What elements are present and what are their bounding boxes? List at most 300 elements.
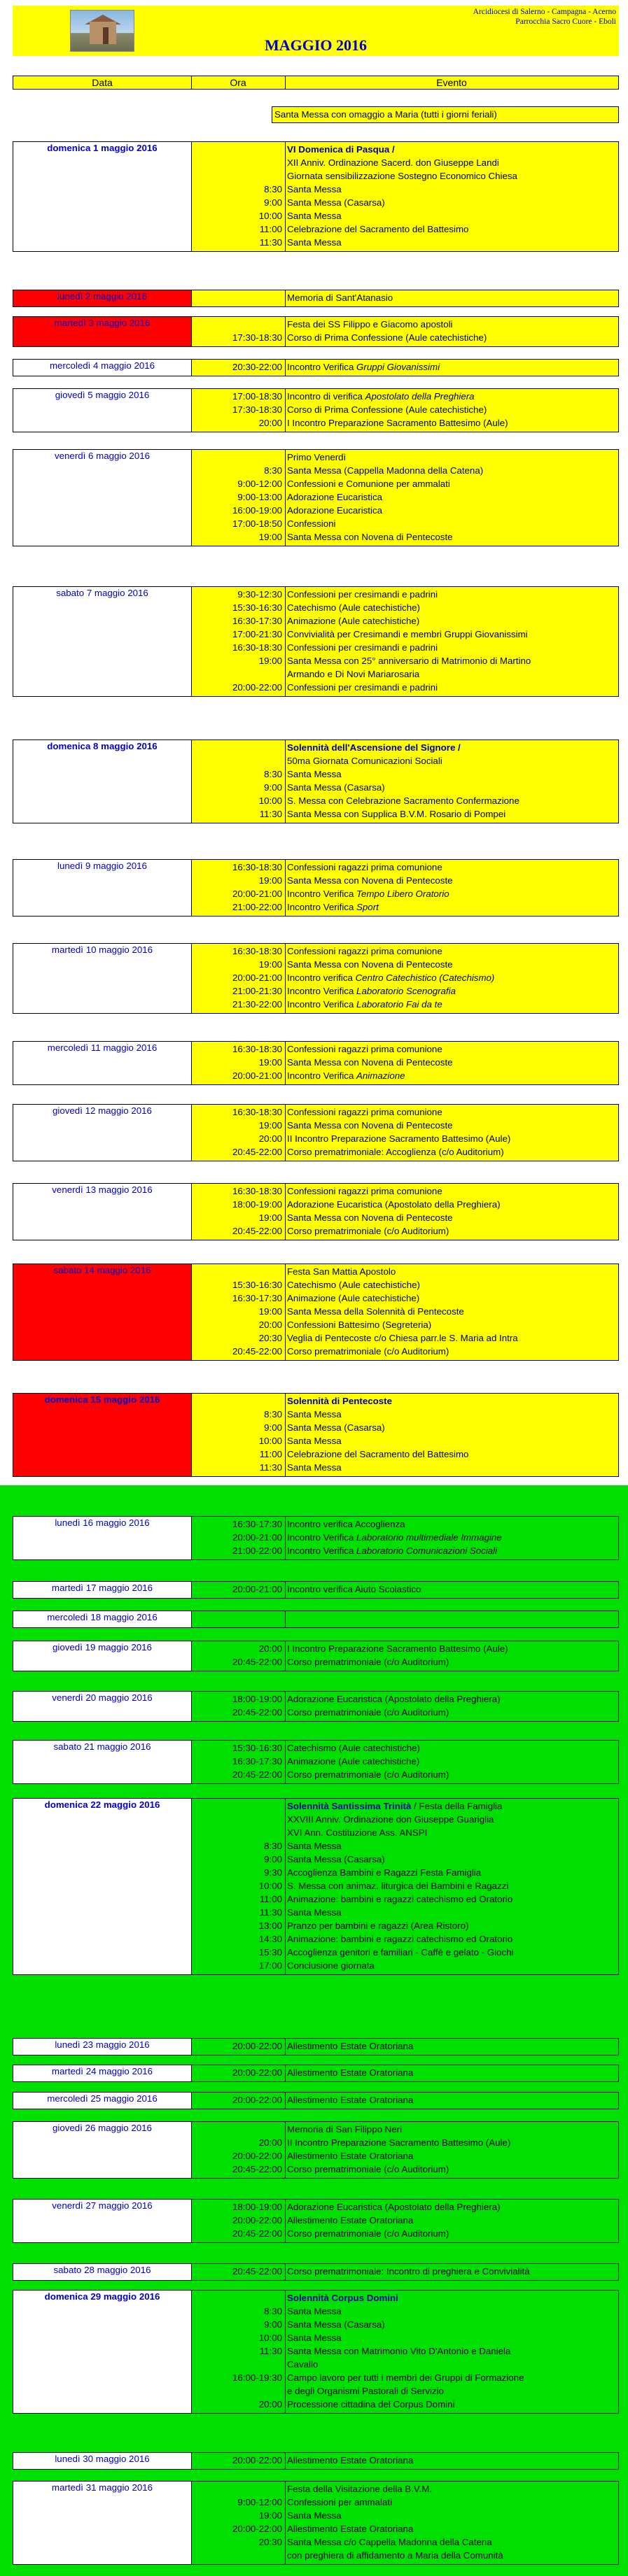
event-text: Solennità dell'Ascensione del Signore / [287,742,461,753]
event-text: Confessioni ragazzi prima comunione [287,946,442,956]
event-text: Campo lavoro per tutti i membri dei Gruppi di Formazione [287,2372,524,2383]
diocese-name: Arcidiocesi di Salerno - Campagna - Acerno [473,8,616,16]
event-text: Incontro Verifica Laboratorio Comunicazioni Sociali [287,1545,498,1556]
event-line [13,1185,618,1198]
event-text: Santa Messa [287,237,342,248]
event-time: 20:45-22:00 [232,1147,282,1157]
event-time: 16:30-18:30 [232,862,282,872]
event-text: Solennità Santissima Trinità / Festa della Famiglia [287,1801,503,1811]
event-line [13,795,618,808]
event-time: 10:00 [258,211,282,221]
day-date: domenica 1 maggio 2016 [47,143,158,153]
day-date: martedì 17 maggio 2016 [13,1582,191,1598]
event-time: 15:30-16:30 [232,1280,282,1290]
event-text: Adorazione Eucaristica [287,492,382,502]
day-row [13,2290,619,2414]
event-line [13,531,618,544]
event-time: 20:00-22:00 [232,2041,282,2051]
event-text: Animazione (Aule catechistiche) [287,616,420,626]
day-date: martedì 3 maggio 2016 [13,317,191,346]
event-line [13,1146,618,1159]
event-time: 9:00 [264,197,282,208]
event-line [13,1906,618,1920]
event-text: Adorazione Eucaristica [287,505,382,516]
event-time: 20:00-21:00 [232,889,282,899]
event-line [13,1531,618,1545]
event-line [13,1133,618,1146]
event-time: 20:00 [258,418,282,428]
event-text: Santa Messa con Supplica B.V.M. Rosario di Pompei [287,809,506,819]
event-text: Corso prematrimoniale (c/o Auditorium) [287,1657,449,1667]
event-text: Santa Messa (Casarsa) [287,1854,385,1864]
day-row [13,359,619,376]
event-time: 16:30-17:30 [232,1293,282,1303]
event-line [13,861,618,875]
event-text: Santa Messa (Casarsa) [287,2319,385,2330]
event-line [13,404,618,417]
event-text: Incontro Verifica Laboratorio Scenografia [287,986,456,996]
event-text: Allestimento Estate Oratoriana [287,2067,414,2078]
day-row [13,2199,619,2243]
event-time: 16:30-17:30 [232,1756,282,1767]
event-text: S. Messa con animaz. liturgica dei Bambini e Ragazzi [287,1881,509,1891]
day-date: giovedì 5 maggio 2016 [55,390,150,400]
column-header-date: Data [92,77,113,88]
event-line [13,755,618,768]
event-text: Corso prematrimoniale (c/o Auditorium) [287,2228,449,2239]
event-line [13,1867,618,1880]
day-date: sabato 7 maggio 2016 [56,588,148,598]
event-line [13,1305,618,1319]
day-date: domenica 15 maggio 2016 [13,1394,191,1476]
event-text: Santa Messa [287,769,342,779]
day-row [13,290,619,307]
event-time: 17:30-18:30 [232,404,282,415]
event-line [13,183,618,197]
event-line [13,1933,618,1946]
day-row [13,141,619,252]
day-row [13,2038,619,2055]
event-time: 11:30 [259,1462,282,1473]
event-time: 19:00 [258,1306,282,1317]
event-text: I Incontro Preparazione Sacramento Battesimo (Aule) [287,418,508,428]
day-row [13,2481,619,2565]
event-text: Incontro Verifica Gruppi Giovanissimi [287,362,440,372]
event-time: 15:30 [258,1947,282,1958]
event-time: 9:00-12:00 [237,2497,282,2507]
event-time: 11:00 [259,1449,282,1459]
day-date: lunedì 23 maggio 2016 [13,2039,191,2055]
event-text: Santa Messa [287,1409,342,1420]
event-line [13,361,618,374]
event-text: Cavallo [287,2359,319,2370]
event-time: 16:30-18:30 [232,946,282,956]
event-text: Accoglienza genitori e familiari - Caffè e gelato - Giochi [287,1947,514,1958]
event-text: Catechismo (Aule catechistiche) [287,1280,420,1290]
event-time: 20:00-22:00 [232,2455,282,2465]
day-row [13,316,619,347]
event-text: Animazione: bambini e ragazzi catechismo ed Oratorio [287,1894,513,1904]
event-line [13,2385,618,2398]
event-time: 8:30 [264,184,282,194]
day-date: mercoledì 4 maggio 2016 [49,360,155,371]
day-row [13,1264,619,1361]
day-date: domenica 22 maggio 2016 [13,1799,191,1974]
event-line [13,2345,618,2358]
event-time: 16:00-19:30 [232,2372,282,2383]
event-text: con preghiera di affidamento a Maria della Comunità [287,2550,503,2561]
day-date: sabato 14 maggio 2016 [13,1264,191,1360]
event-text: Confessioni per cresimandi e padrini [287,589,438,600]
event-text: Allestimento Estate Oratoriana [287,2215,414,2225]
day-date: martedì 10 maggio 2016 [51,944,153,955]
event-line [13,1408,618,1422]
event-text: Santa Messa della Solennità di Pentecoste [287,1306,464,1317]
event-text: Santa Messa (Casarsa) [287,197,385,208]
event-line [13,478,618,491]
day-row [13,1104,619,1161]
event-line [13,2163,618,2177]
event-text: Corso prematrimoniale: Accoglienza (c/o Auditorium) [287,1147,504,1157]
event-time: 8:30 [264,1409,282,1420]
event-text: Adorazione Eucaristica (Apostolato della Preghiera) [287,2202,501,2212]
event-time: 20:00-21:00 [232,1070,282,1081]
event-line [13,2454,618,2468]
event-line [13,2265,618,2279]
event-text: Confessioni e Comunione per ammalati [287,479,450,489]
day-row [13,1740,619,1784]
event-time: 8:30 [264,1841,282,1851]
event-line [13,210,618,223]
event-time: 20:00-21:00 [232,1584,282,1594]
event-line [13,1435,618,1448]
event-line [13,2201,618,2214]
event-line [13,1292,618,1305]
event-line [13,901,618,914]
event-line [13,2292,618,2305]
event-time: 19:00 [258,959,282,970]
event-text: Animazione: bambini e ragazzi catechismo ed Oratorio [287,1934,513,1944]
header [13,6,619,56]
event-line [13,1198,618,1212]
event-line [13,1920,618,1933]
event-line [13,602,618,615]
event-line [13,808,618,821]
event-line [13,888,618,901]
event-time: 17:00-21:30 [232,629,282,639]
day-row [13,1641,619,1671]
event-time: 20:00-22:00 [232,2067,282,2078]
event-text: Allestimento Estate Oratoriana [287,2095,414,2105]
event-time: 20:00 [258,2137,282,2148]
event-time: 21:00-22:00 [232,1545,282,1556]
day-date: lunedì 2 maggio 2016 [13,290,191,306]
day-date: lunedì 9 maggio 2016 [57,861,147,871]
event-text: VI Domenica di Pasqua / [287,144,395,155]
event-text: Corso di Prima Confessione (Aule catechistiche) [287,332,487,343]
event-text: XXVIII Anniv. Ordinazione don Giuseppe Guariglia [287,1814,494,1825]
event-line [13,1518,618,1531]
event-time: 16:00-19:00 [232,505,282,516]
event-line [13,1043,618,1056]
event-time: 9:00 [264,1854,282,1864]
event-text: Convivialità per Cresimandi e membri Gruppi Giovanissimi [287,629,528,639]
event-text: Catechismo (Aule catechistiche) [287,602,420,613]
event-line [13,2067,618,2080]
event-text: Memoria di Sant'Atanasio [287,292,393,303]
event-line [13,1332,618,1345]
event-line [13,1755,618,1769]
event-time: 9:00-12:00 [237,479,282,489]
event-time: 19:00 [258,875,282,886]
event-text: Adorazione Eucaristica (Apostolato della Preghiera) [287,1694,501,1704]
event-line [13,292,618,305]
event-text: Corso prematrimoniale (c/o Auditorium) [287,1769,449,1780]
event-time: 20:00 [258,2399,282,2409]
event-text: Santa Messa [287,2306,342,2316]
event-time: 20:00-22:00 [232,2095,282,2105]
event-text: Allestimento Estate Oratoriana [287,2455,414,2465]
event-text: II Incontro Preparazione Sacramento Battesimo (Aule) [287,1133,511,1144]
event-line [13,2150,618,2163]
event-text: Incontro verifica Aiuto Scolastico [287,1584,421,1594]
event-line [13,1769,618,1782]
event-text: Corso prematrimoniale: Incontro di preghiera e Convivialità [287,2266,530,2277]
event-line [13,1225,618,1238]
event-line [13,2398,618,2412]
event-time: 20:45-22:00 [232,1769,282,1780]
event-time: 20:45-22:00 [232,2164,282,2174]
event-line [13,2358,618,2372]
day-row [13,1798,619,1975]
event-line [13,1319,618,1332]
day-row [13,1581,619,1599]
event-text: Santa Messa [287,1436,342,1446]
event-text: Celebrazione del Sacramento del Battesimo [287,1449,469,1459]
event-line [13,2332,618,2345]
event-line [13,642,618,655]
event-text: XVI Ann. Costituzione Ass. ANSPI [287,1827,428,1838]
event-time: 20:45-22:00 [232,2228,282,2239]
event-line [13,1853,618,1867]
day-date: giovedì 19 maggio 2016 [13,1641,191,1671]
event-line [13,143,618,157]
event-line [13,2094,618,2107]
event-line [13,2214,618,2228]
event-text: Santa Messa (Casarsa) [287,1422,385,1433]
event-text: Santa Messa [287,2510,342,2521]
event-text: XII Anniv. Ordinazione Sacerd. don Giuseppe Landi [287,157,499,168]
event-text: Santa Messa con Novena di Pentecoste [287,1120,453,1131]
event-text: Incontro Verifica Tempo Libero Oratorio [287,889,449,899]
day-row [13,2263,619,2281]
day-row [13,1393,619,1477]
day-row [13,449,619,546]
event-time: 20:00-22:00 [232,2151,282,2161]
event-line [13,223,618,236]
event-time: 11:00 [259,224,282,234]
event-time: 11:30 [259,237,282,248]
event-line [13,2228,618,2241]
event-line [13,1106,618,1119]
event-time: 15:30-16:30 [232,602,282,613]
event-line [13,2523,618,2536]
event-line [13,1706,618,1720]
event-time: 9:00-13:00 [237,492,282,502]
event-time: 18:00-19:00 [232,1694,282,1704]
event-time: 16:30-18:30 [232,1186,282,1196]
event-text: Confessioni Battesimo (Segreteria) [287,1319,432,1330]
event-text: Pranzo per bambini e ragazzi (Area Ristoro) [287,1920,469,1931]
event-line [13,1893,618,1906]
event-time: 20:00-22:00 [232,2215,282,2225]
event-line [13,390,618,404]
event-time: 20:45-22:00 [232,1226,282,1236]
event-time: 16:30-18:30 [232,1044,282,1054]
event-line [13,1545,618,1558]
event-time: 11:30 [259,1907,282,1918]
event-text: 50ma Giornata Comunicazioni Sociali [287,756,442,766]
day-row [13,2065,619,2082]
event-time: 18:00-19:00 [232,1199,282,1210]
day-date: sabato 21 maggio 2016 [13,1741,191,1783]
event-text: Incontro Verifica Laboratorio Fai da te [287,999,442,1010]
event-line [13,998,618,1012]
event-text: Animazione (Aule catechistiche) [287,1293,420,1303]
event-line [13,465,618,478]
event-text: Solennità di Pentecoste [287,1396,392,1406]
event-text: Festa della Visitazione della B.V.M. [287,2484,432,2494]
event-line [13,451,618,465]
event-line [13,972,618,985]
event-text: Incontro verifica Centro Catechistico (Catechismo) [287,972,495,983]
event-line [13,2305,618,2319]
event-time: 9:00 [264,1422,282,1433]
event-text: Confessioni per cresimandi e padrini [287,682,438,693]
event-time: 20:30 [258,2537,282,2547]
event-line [13,1613,618,1626]
event-time: 10:00 [258,2333,282,2343]
event-line [13,2549,618,2563]
event-line [13,781,618,795]
event-text: Processione cittadina del Corpus Domini [287,2399,455,2409]
event-time: 20:00-22:00 [232,682,282,693]
event-line [13,1119,618,1133]
event-line [13,417,618,430]
event-time: 21:00-22:00 [232,902,282,912]
event-time: 20:45-22:00 [232,1657,282,1667]
event-time: 20:00-21:00 [232,972,282,983]
event-time: 10:00 [258,1436,282,1446]
event-line [13,491,618,504]
event-line [13,1693,618,1706]
day-row [13,1691,619,1722]
event-text: Santa Messa [287,184,342,194]
event-line [13,1448,618,1462]
event-line [13,588,618,602]
column-headers [13,76,619,90]
event-line [13,945,618,958]
event-text: Santa Messa [287,2333,342,2343]
event-time: 17:00-18:50 [232,518,282,529]
day-row [13,739,619,823]
event-time: 8:30 [264,2306,282,2316]
event-text: Confessioni ragazzi prima comunione [287,862,442,872]
event-text: Adorazione Eucaristica (Apostolato della Preghiera) [287,1199,501,1210]
day-row [13,2092,619,2109]
event-text: Incontro Verifica Sport [287,902,379,912]
event-line [13,1742,618,1755]
event-line [13,1266,618,1279]
event-line [13,1827,618,1840]
event-text: Santa Messa [287,211,342,221]
event-text: Santa Messa con Novena di Pentecoste [287,875,453,886]
day-date: venerdì 13 maggio 2016 [52,1184,153,1195]
event-text: Incontro verifica Accoglienza [287,1519,405,1529]
day-row [13,586,619,697]
event-line [13,1212,618,1225]
event-time: 20:45-22:00 [232,1707,282,1718]
event-time: 11:30 [259,2346,282,2356]
day-date: domenica 29 maggio 2016 [13,2291,191,2413]
event-line [13,768,618,781]
event-text: Confessioni per ammalati [287,2497,393,2507]
event-line [13,1880,618,1893]
event-line [13,1279,618,1292]
day-date: lunedì 16 maggio 2016 [13,1517,191,1559]
event-text: Santa Messa (Casarsa) [287,782,385,793]
event-line [13,668,618,681]
event-time: 8:30 [264,769,282,779]
event-time: 13:00 [258,1920,282,1931]
event-text: Conclusione giornata [287,1960,375,1971]
event-text: Memoria di San Filippo Neri [287,2124,403,2135]
event-time: 19:00 [258,532,282,542]
event-text: Santa Messa con Matrimonio Vito D'Antonio e Daniela [287,2346,511,2356]
event-text: Accoglienza Bambini e Ragazzi Festa Famiglia [287,1867,482,1878]
event-text: Santa Messa con Novena di Pentecoste [287,1057,453,1068]
event-line [13,1946,618,1960]
event-time: 20:00-22:00 [232,2524,282,2534]
day-row [13,1611,619,1628]
event-text: Armando e Di Novi Mariarosaria [287,669,420,679]
event-line [13,504,618,518]
event-time: 16:30-17:30 [232,616,282,626]
day-date: mercoledì 18 maggio 2016 [13,1611,191,1627]
event-line [13,985,618,998]
header-diocese-info [473,7,616,27]
event-line [13,2040,618,2053]
event-text: Incontro Verifica Laboratorio multimediale Immagine [287,1532,502,1543]
day-row [13,1183,619,1240]
event-time: 20:00-21:00 [232,1532,282,1543]
event-text: Festa San Mattia Apostolo [287,1266,396,1277]
event-line [13,1813,618,1827]
day-date: martedì 31 maggio 2016 [13,2482,191,2564]
event-text: I Incontro Preparazione Sacramento Battesimo (Aule) [287,1643,508,1654]
event-text: Corso prematrimoniale (c/o Auditorium) [287,1707,449,1718]
event-line [13,1056,618,1070]
intro-note [272,106,619,123]
event-time: 17:00 [258,1960,282,1971]
event-time: 15:30-16:30 [232,1743,282,1753]
event-line [13,1656,618,1669]
event-line [13,1583,618,1597]
event-line [13,958,618,972]
event-time: 20:00 [258,1643,282,1654]
day-row [13,1516,619,1560]
event-line [13,1643,618,1656]
